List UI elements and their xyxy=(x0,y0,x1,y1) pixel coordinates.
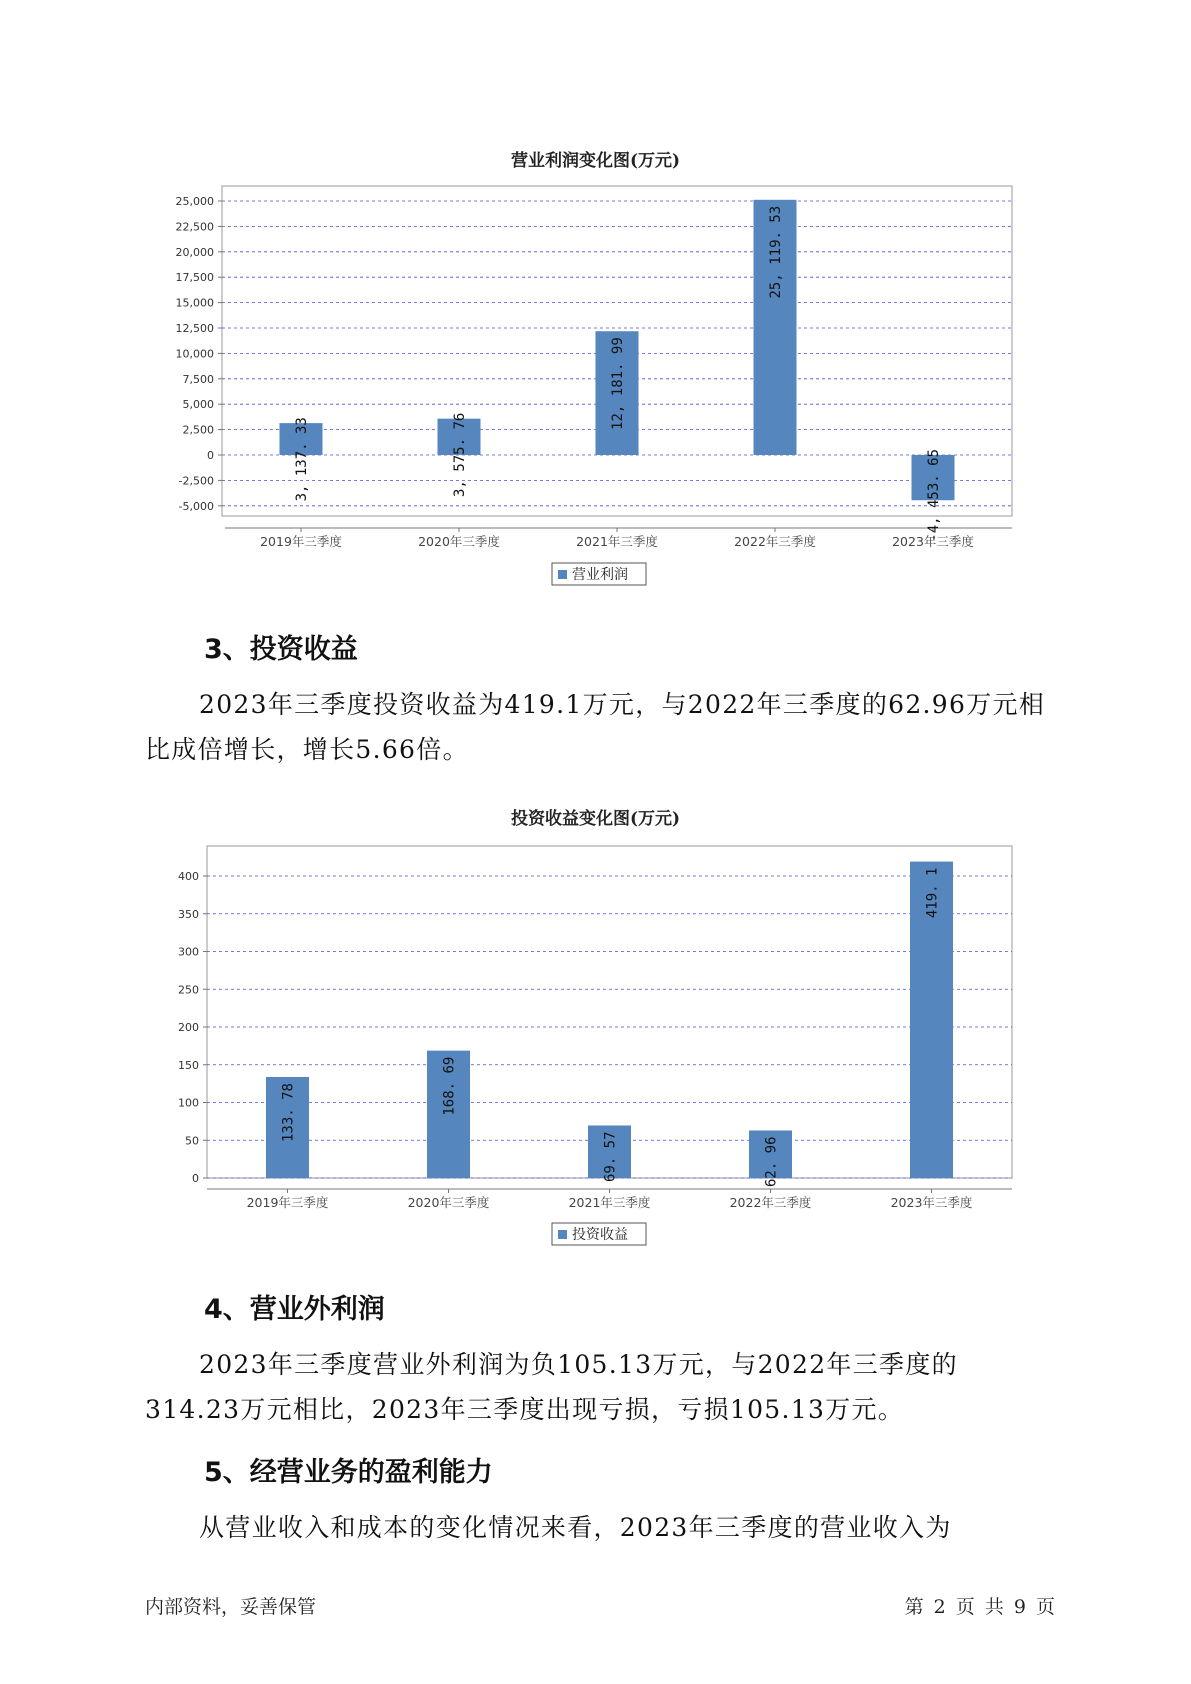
x-tick-label: 2022年三季度 xyxy=(729,1195,812,1210)
y-tick-label: -2,500 xyxy=(178,474,214,488)
y-tick-label: 17,500 xyxy=(175,271,214,285)
x-tick-label: 2023年三季度 xyxy=(892,534,974,549)
y-tick-label: 200 xyxy=(178,1021,199,1034)
y-tick-label: 12,500 xyxy=(175,322,214,335)
y-tick-label: 100 xyxy=(178,1096,199,1110)
y-tick-label: 10,000 xyxy=(175,347,214,361)
data-label: 419. 1 xyxy=(924,867,941,919)
x-tick-label: 2019年三季度 xyxy=(246,1195,329,1210)
y-tick-label: 25,000 xyxy=(175,195,214,208)
y-tick-label: 150 xyxy=(178,1058,199,1072)
data-label: 69. 57 xyxy=(602,1131,619,1183)
chart1-title: 营业利润变化图(万元) xyxy=(510,151,681,171)
data-label: 62. 96 xyxy=(763,1136,780,1188)
section3-heading: 3、投资收益 xyxy=(204,634,358,665)
section5-paragraph: 从营业收入和成本的变化情况来看，2023年三季度的营业收入为 xyxy=(199,1513,952,1542)
y-tick-label: -5,000 xyxy=(178,499,214,513)
chart2-title: 投资收益变化图(万元) xyxy=(510,809,681,829)
y-tick-label: 400 xyxy=(178,870,199,883)
data-label: 3, 575. 76 xyxy=(452,412,468,497)
y-tick-label: 20,000 xyxy=(175,245,214,259)
x-tick-label: 2019年三季度 xyxy=(260,534,342,549)
x-tick-label: 2021年三季度 xyxy=(568,1195,651,1210)
y-tick-label: 250 xyxy=(178,983,199,997)
y-tick-label: 15,000 xyxy=(175,296,214,310)
section3-paragraph: 2023年三季度投资收益为419.1万元，与2022年三季度的62.96万元相比成倍增长，增长5.66倍。 xyxy=(145,690,1046,764)
section4-paragraph: 2023年三季度营业外利润为负105.13万元，与2022年三季度的314.23万元相比，2023年三季度出现亏损，亏损105.13万元。 xyxy=(145,1350,958,1424)
y-tick-label: 300 xyxy=(178,945,199,959)
x-tick-label: 2022年三季度 xyxy=(734,534,816,549)
x-tick-label: 2021年三季度 xyxy=(576,534,658,549)
x-tick-label: 2023年三季度 xyxy=(890,1195,973,1210)
data-label: -4, 453. 65 xyxy=(926,449,942,542)
footer-page-number: 第 2 页 共 9 页 xyxy=(904,1596,1055,1618)
y-tick-label: 22,500 xyxy=(175,220,214,234)
legend xyxy=(552,1223,646,1245)
x-tick-label: 2020年三季度 xyxy=(407,1195,490,1210)
y-tick-label: 7,500 xyxy=(182,372,214,386)
section5-heading: 5、经营业务的盈利能力 xyxy=(204,1457,493,1488)
y-tick-label: 0 xyxy=(207,449,214,462)
data-label: 3, 137. 33 xyxy=(294,417,310,502)
section4-heading: 4、营业外利润 xyxy=(204,1294,385,1325)
data-label: 12, 181. 99 xyxy=(610,337,626,430)
data-label: 133. 78 xyxy=(280,1082,297,1143)
legend-swatch xyxy=(558,1230,567,1239)
data-label: 25, 119. 53 xyxy=(768,205,784,299)
legend-label: 营业利润 xyxy=(572,567,628,583)
y-tick-label: 5,000 xyxy=(182,398,214,412)
y-tick-label: 0 xyxy=(192,1172,199,1185)
data-label: 168. 69 xyxy=(441,1056,458,1116)
footer-confidential-note: 内部资料，妥善保管 xyxy=(145,1596,317,1618)
x-tick-label: 2020年三季度 xyxy=(418,534,500,549)
legend-label: 投资收益 xyxy=(572,1227,628,1243)
y-tick-label: 2,500 xyxy=(182,423,214,437)
y-tick-label: 50 xyxy=(185,1134,199,1148)
y-tick-label: 350 xyxy=(178,907,199,921)
